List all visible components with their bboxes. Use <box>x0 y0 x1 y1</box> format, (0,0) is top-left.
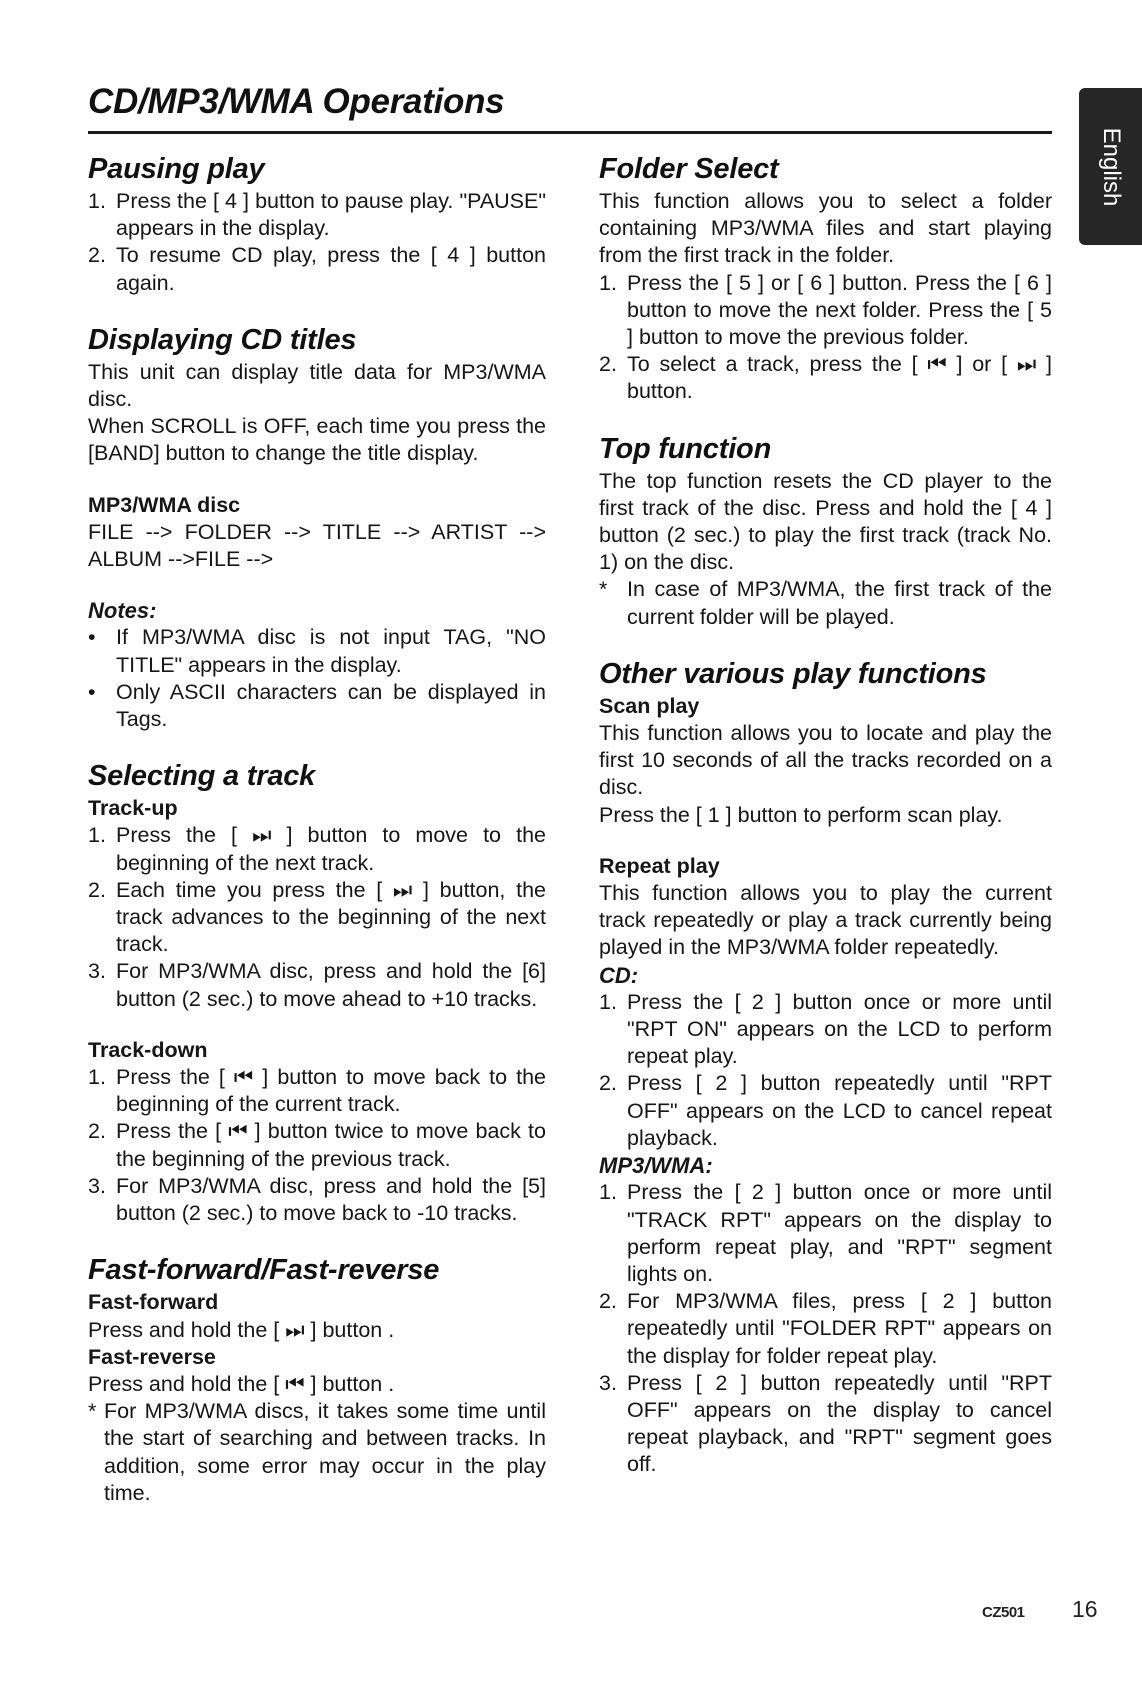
selecting-track-heading: Selecting a track <box>88 760 316 793</box>
cd-titles-text-2: When SCROLL is OFF, each time you press the [BAND] button to change the title display. <box>88 414 546 466</box>
fast-note-text: For MP3/WMA discs, it takes some time until the start of searching and between tracks. In addition, some error may occur in the play time. <box>104 1399 546 1505</box>
track-up-step-1 <box>88 822 546 876</box>
fast-reverse-text: Press and hold the [ ⏮ ] button . <box>88 1371 395 1396</box>
language-tab-label: English <box>1097 127 1125 206</box>
notes-heading: Notes: <box>88 598 157 624</box>
scan-play-subheading: Scan play <box>599 693 700 718</box>
title-sequence: FILE --> FOLDER --> TITLE --> ARTIST --> ALBUM -->FILE --> <box>88 519 546 572</box>
note-text: Only ASCII characters can be displayed in Tags. <box>116 679 546 732</box>
mp3-repeat-step-1 <box>599 1179 1052 1288</box>
pausing-step-2 <box>88 242 546 296</box>
note-text: If MP3/WMA disc is not input TAG, "NO TITLE" appears in the display. <box>116 625 546 677</box>
title-rule <box>88 131 1052 134</box>
step-number: 1. <box>599 1180 617 1205</box>
step-text: Press the [ 2 ] button once or more until "TRACK RPT" appears on the display to perform repeat play, and "RPT" segment lights on. <box>627 1180 1052 1286</box>
folder-select-intro: This function allows you to select a folder containing MP3/WMA files and start playing from the first track in the folder. <box>599 189 1052 268</box>
left-column <box>88 150 546 1507</box>
top-note-text: In case of MP3/WMA, the first track of the current folder will be played. <box>627 577 1052 629</box>
fast-note <box>88 1398 546 1507</box>
step-text: Press the [ ⏮ ] button twice to move back to the beginning of the previous track. <box>116 1119 546 1171</box>
step-number: 2. <box>599 1071 617 1096</box>
folder-steps <box>599 270 1052 406</box>
note-item <box>88 624 546 678</box>
scan-play-text-2: Press the [ 1 ] button to perform scan play. <box>599 802 1003 827</box>
step-text: For MP3/WMA disc, press and hold the [5] button (2 sec.) to move back to -10 tracks. <box>116 1173 546 1226</box>
scan-play-text-1: This function allows you to locate and play the first 10 seconds of all the tracks recorded on a disc. <box>599 721 1052 800</box>
step-number: 1. <box>599 989 617 1014</box>
pausing-play-heading: Pausing play <box>88 153 265 185</box>
asterisk-icon: * <box>599 577 608 602</box>
pausing-step-1 <box>88 188 546 242</box>
language-tab <box>1079 88 1142 245</box>
step-text: To select a track, press the [ ⏮ ] or [ ⏭ ] button. <box>627 352 1052 404</box>
cd-titles-text-1: This unit can display title data for MP3/WMA disc. <box>88 359 546 412</box>
step-number: 2. <box>88 243 106 268</box>
step-number: 1. <box>88 1065 106 1090</box>
mp3-wma-label: MP3/WMA: <box>599 1153 713 1179</box>
mp3-disc-subheading: MP3/WMA disc <box>88 492 241 517</box>
mp3-repeat-step-2 <box>599 1288 1052 1370</box>
fast-reverse-subheading: Fast-reverse <box>88 1344 216 1369</box>
model-number: CZ501 <box>982 1604 1025 1621</box>
track-down-subheading: Track-down <box>88 1037 208 1062</box>
folder-step-2 <box>599 351 1052 405</box>
track-down-step-3 <box>88 1173 546 1227</box>
step-number: 1. <box>599 270 617 295</box>
step-number: 2. <box>599 1289 617 1314</box>
notes-list <box>88 624 546 733</box>
top-function-heading: Top function <box>599 432 772 465</box>
step-text: Press the [ ⏮ ] button to move back to the beginning of the current track. <box>116 1065 546 1117</box>
track-up-step-3 <box>88 958 546 1012</box>
step-text: Press [ 2 ] button repeatedly until "RPT OFF" appears on the LCD to cancel repeat playback. <box>627 1071 1052 1150</box>
step-number: 2. <box>88 1119 106 1144</box>
step-text: Press the [ 2 ] button once or more until "RPT ON" appears on the LCD to perform repeat play. <box>627 989 1052 1069</box>
mp3-repeat-step-3 <box>599 1370 1052 1479</box>
folder-step-1 <box>599 270 1052 352</box>
repeat-play-subheading: Repeat play <box>599 853 720 878</box>
bullet-icon: • <box>88 679 96 704</box>
page-title: CD/MP3/WMA Operations <box>88 82 505 121</box>
track-up-subheading: Track-up <box>88 796 178 821</box>
right-column <box>599 150 1052 1479</box>
step-text: Press the [ 4 ] button to pause play. "PAUSE" appears in the display. <box>116 189 546 241</box>
fast-note-item <box>88 1398 546 1507</box>
cd-titles-heading: Displaying CD titles <box>88 323 357 356</box>
top-note <box>599 576 1052 630</box>
other-play-functions-heading: Other various play functions <box>599 657 987 690</box>
step-number: 2. <box>599 352 617 377</box>
step-number: 3. <box>88 959 106 984</box>
note-item <box>88 679 546 733</box>
folder-select-heading: Folder Select <box>599 153 779 185</box>
top-function-text: The top function resets the CD player to the first track of the disc. Press and hold the [ 4 ] button (2 sec.) to play the first track (track No. 1) on the disc. <box>599 468 1052 575</box>
step-text: To resume CD play, press the [ 4 ] button again. <box>116 243 546 295</box>
asterisk-icon: * <box>88 1399 97 1424</box>
step-number: 3. <box>88 1173 106 1198</box>
step-number: 2. <box>88 877 106 902</box>
fast-forward-text: Press and hold the [ ⏭ ] button . <box>88 1317 395 1342</box>
track-down-step-2 <box>88 1118 546 1172</box>
track-up-step-2 <box>88 877 546 959</box>
fast-forward-reverse-heading: Fast-forward/Fast-reverse <box>88 1254 440 1287</box>
cd-repeat-step-2 <box>599 1070 1052 1152</box>
pausing-steps <box>88 188 546 297</box>
step-number: 1. <box>88 189 106 213</box>
top-note-item <box>599 576 1052 630</box>
bullet-icon: • <box>88 625 96 650</box>
cd-repeat-steps <box>599 989 1052 1152</box>
step-number: 1. <box>88 823 106 848</box>
repeat-play-intro: This function allows you to play the current track repeatedly or play a track currently being played in the MP3/WMA folder repeatedly. <box>599 881 1052 960</box>
step-text: For MP3/WMA disc, press and hold the [6] button (2 sec.) to move ahead to +10 tracks. <box>116 959 546 1011</box>
cd-label: CD: <box>599 962 639 988</box>
step-text: Press the [ ⏭ ] button to move to the beginning of the next track. <box>116 823 546 875</box>
step-text: Press [ 2 ] button repeatedly until "RPT OFF" appears on the display to cancel repeat playback, and "RPT" segment goes off. <box>627 1370 1052 1477</box>
fast-forward-subheading: Fast-forward <box>88 1290 219 1315</box>
track-down-step-1 <box>88 1064 546 1118</box>
step-number: 3. <box>599 1370 617 1395</box>
step-text: Press the [ 5 ] or [ 6 ] button. Press the [ 6 ] button to move the next folder. Press the [ 5 ] button to move the previous folder. <box>627 270 1052 350</box>
step-text: For MP3/WMA files, press [ 2 ] button repeatedly until "FOLDER RPT" appears on the display for folder repeat play. <box>627 1289 1052 1368</box>
track-down-steps <box>88 1064 546 1227</box>
track-up-steps <box>88 822 546 1012</box>
page-number: 16 <box>1072 1596 1098 1622</box>
step-text: Each time you press the [ ⏭ ] button, the track advances to the beginning of the next track. <box>116 877 546 957</box>
mp3-repeat-steps <box>599 1179 1052 1478</box>
cd-repeat-step-1 <box>599 989 1052 1071</box>
